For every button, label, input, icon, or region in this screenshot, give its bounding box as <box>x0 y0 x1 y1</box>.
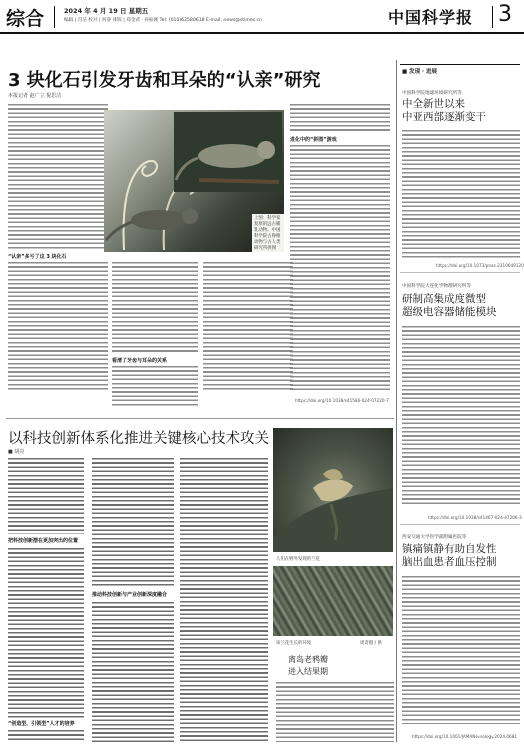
section-label: 综合 <box>6 8 45 30</box>
sidebar-item2-doi[interactable]: https://doi.org/10.1038/s41467-024-47206-3 <box>428 515 522 520</box>
main-subhead-1: “认亲”多亏了这 3 块化石 <box>8 254 67 260</box>
sidebar-rule <box>400 272 520 273</box>
issue-meta: 编辑 | 肖洁 校对 | 何睿 排版 | 郑金武 · 孙振刚 Tel: (010)62580618 E-mail: news@stimes.cn <box>64 18 262 23</box>
sidebar-item1-headline-1: 中全新世以来 <box>402 98 465 110</box>
second-subhead-2: 推动科技创新与产业创新深度融合 <box>92 592 168 598</box>
second-subhead-3: “创造型、引领型”人才的培养 <box>8 721 75 727</box>
second-article-text <box>92 602 174 742</box>
second-subhead-1: 把科技创新摆在更加突出的位置 <box>8 538 79 544</box>
main-subhead-3: 进化中的“拼图”游戏 <box>290 137 337 143</box>
header-divider-right <box>492 6 493 28</box>
main-subhead-2: 看清了牙齿与耳朵的关系 <box>112 358 168 364</box>
flower-illustration <box>273 428 393 552</box>
sidebar-rule <box>400 524 520 525</box>
photo-caption-1: 人们在野外发现的兰花 <box>276 557 320 562</box>
main-byline: 本报记者 赵广立 倪思洁 <box>8 93 62 99</box>
main-article-text <box>8 262 108 390</box>
section-rule <box>6 418 394 419</box>
sidebar-item3-headline-2: 脑出血患者血压控制 <box>402 556 497 568</box>
sidebar-item2-headline-1: 研制高集成度微型 <box>402 293 486 305</box>
feature-text <box>276 682 394 742</box>
second-article-text <box>8 458 84 534</box>
header-divider <box>54 6 55 28</box>
masthead-logo: 中国科学报 <box>388 8 474 27</box>
second-byline: ■ 胡亮 <box>8 449 25 455</box>
sidebar-item2-source: 中国科学院大连化学物理研究所等 <box>402 284 471 289</box>
second-article-text <box>8 548 84 718</box>
figure-caption: 上图：科学家复原的远古哺乳动物。中国科学院古脊椎动物与古人类研究所供图 <box>254 216 281 251</box>
main-article-text <box>203 262 293 392</box>
sidebar-item3-headline-1: 镇痛镇静有助自发性 <box>402 543 497 555</box>
photo-caption-2: 该兰花生长的环境 <box>276 641 312 646</box>
sidebar-item3-text <box>402 576 520 724</box>
habitat-photo <box>273 566 393 636</box>
sidebar-item2-text <box>402 326 520 504</box>
main-article-text <box>8 104 108 250</box>
doi-link[interactable]: https://doi.org/10.1038/s41586-024-07220-7 <box>295 398 389 403</box>
sidebar-tag: ■ 发现 · 进展 <box>402 69 438 75</box>
feature-title-line1: 离岛老鸦瓣 <box>288 655 328 664</box>
sidebar-item1-source: 中国科学院地球环境研究所等 <box>402 91 462 96</box>
page-number: 3 <box>498 2 512 27</box>
sidebar-item1-headline-2: 中亚西部逐渐变干 <box>402 111 486 123</box>
second-headline: 以科技创新体系化推进关键核心技术攻关 <box>8 431 269 447</box>
main-headline: 3 块化石引发牙齿和耳朵的“认亲”研究 <box>8 70 321 91</box>
issue-date: 2024 年 4 月 19 日 星期五 <box>64 7 149 15</box>
main-article-text <box>290 104 390 132</box>
sidebar-divider <box>396 60 397 742</box>
sidebar-item3-source: 西安交通大学医学部附属医院等 <box>402 535 467 540</box>
sidebar-item1-doi[interactable]: https://doi.org/10.1073/pnas.2310649120 <box>436 263 524 268</box>
sidebar-item1-text <box>402 130 520 260</box>
header-rule <box>0 32 524 34</box>
photo-credit: 周奇摄 / 供 <box>360 641 382 646</box>
sidebar-item2-headline-2: 超级电容器储能模块 <box>402 306 497 318</box>
second-article-text <box>180 458 268 742</box>
second-article-text <box>92 458 174 588</box>
main-article-text <box>112 262 198 354</box>
sidebar-item3-doi[interactable]: https://doi.org/10.1001/JAMANeurology.2024.0681 <box>412 734 518 739</box>
main-article-text <box>290 145 390 390</box>
feature-title-line2: 进入结果期 <box>288 667 328 676</box>
sidebar-top-rule <box>400 64 520 65</box>
orchid-photo <box>273 428 393 552</box>
main-article-text <box>112 366 198 406</box>
second-article-text <box>8 730 84 742</box>
